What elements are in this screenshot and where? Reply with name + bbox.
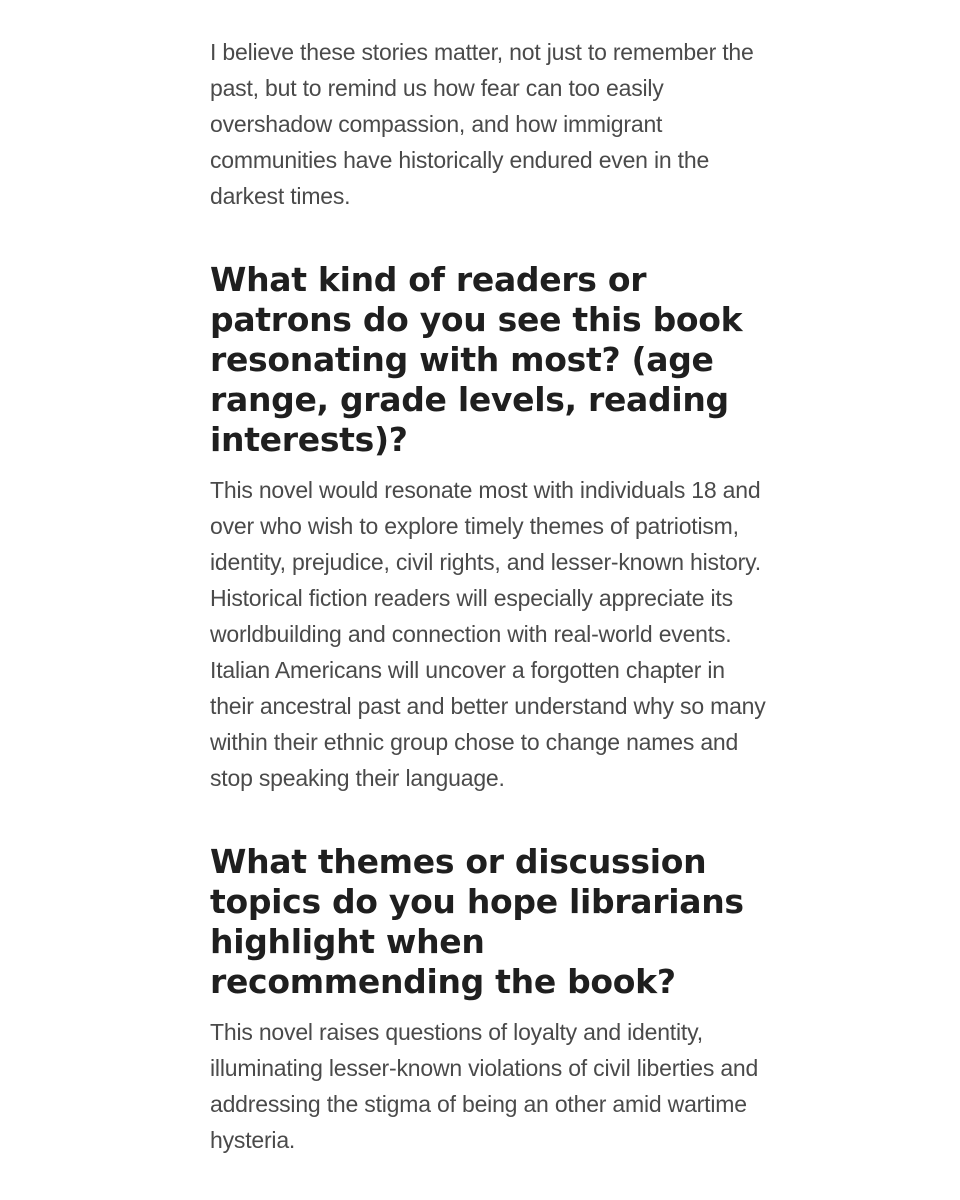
section-paragraph-readers: This novel would resonate most with individuals 18 and over who wish to explore timely themes of patriotism, identity, prejudice, civil rights, and lesser-known history. Historical fiction readers will especially appreciate its worldbuilding and connection with real-world events. Italian Americans will uncover a forgotten chapter in their ancestral past and better understand why so many within their ethnic group chose to change names and stop speaking their language. (210, 477, 766, 791)
intro-paragraph: I believe these stories matter, not just to remember the past, but to remind us how fear can too easily overshadow compassion, and how immigrant communities have historically endured even in the darkest times. (210, 39, 754, 209)
section-paragraph-themes: This novel raises questions of loyalty and identity, illuminating lesser-known violations of civil liberties and addressing the stigma of being an other amid wartime hysteria. (210, 1019, 759, 1153)
section-heading-themes: What themes or discussion topics do you hope librarians highlight when recommending the book? (210, 842, 744, 1001)
article-body (210, 34, 766, 1158)
section-heading-readers: What kind of readers or patrons do you see this book resonating with most? (age range, grade levels, reading interests)? (210, 260, 743, 459)
